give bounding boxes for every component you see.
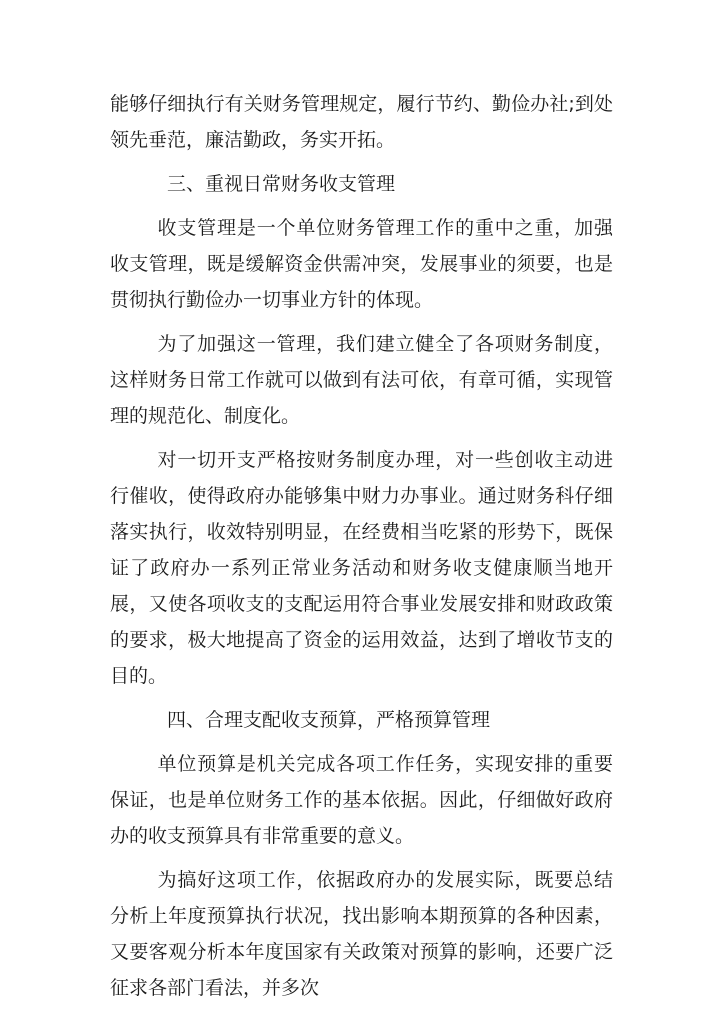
section-heading-4: 四、合理支配收支预算，严格预算管理 xyxy=(167,709,491,731)
section-heading-3: 三、重视日常财务收支管理 xyxy=(167,173,396,195)
document-body xyxy=(110,86,613,1014)
paragraph-4: 对一切开支严格按财务制度办理，对一些创收主动进行催收，使得政府办能够集中财力办事业。通过财务科仔细落实执行，收效特别明显，在经费相当吃紧的形势下，既保证了政府办一系列正常业务活动和财务收支健康顺当地开展，又使各项收支的支配运用符合事业发展安排和财政政策的要求，极大地提高了资金的运用效益，达到了增收节支的目的。 xyxy=(110,449,613,687)
paragraph-3: 为了加强这一管理，我们建立健全了各项财务制度，这样财务日常工作就可以做到有法可依，有章可循，实现管理的规范化、制度化。 xyxy=(110,333,613,427)
paragraph-1: 能够仔细执行有关财务管理规定，履行节约、勤俭办社;到处领先垂范，廉洁勤政，务实开拓。 xyxy=(110,93,613,151)
paragraph-6: 为搞好这项工作，依据政府办的发展实际，既要总结分析上年度预算执行状况，找出影响本期预算的各种因素，又要客观分析本年度国家有关政策对预算的影响，还要广泛征求各部门看法，并多次 xyxy=(110,869,613,999)
paragraph-2: 收支管理是一个单位财务管理工作的重中之重，加强收支管理，既是缓解资金供需冲突，发展事业的须要，也是贯彻执行勤俭办一切事业方针的体现。 xyxy=(110,217,613,311)
paragraph-5: 单位预算是机关完成各项工作任务，实现安排的重要保证，也是单位财务工作的基本依据。因此，仔细做好政府办的收支预算具有非常重要的意义。 xyxy=(110,753,613,847)
